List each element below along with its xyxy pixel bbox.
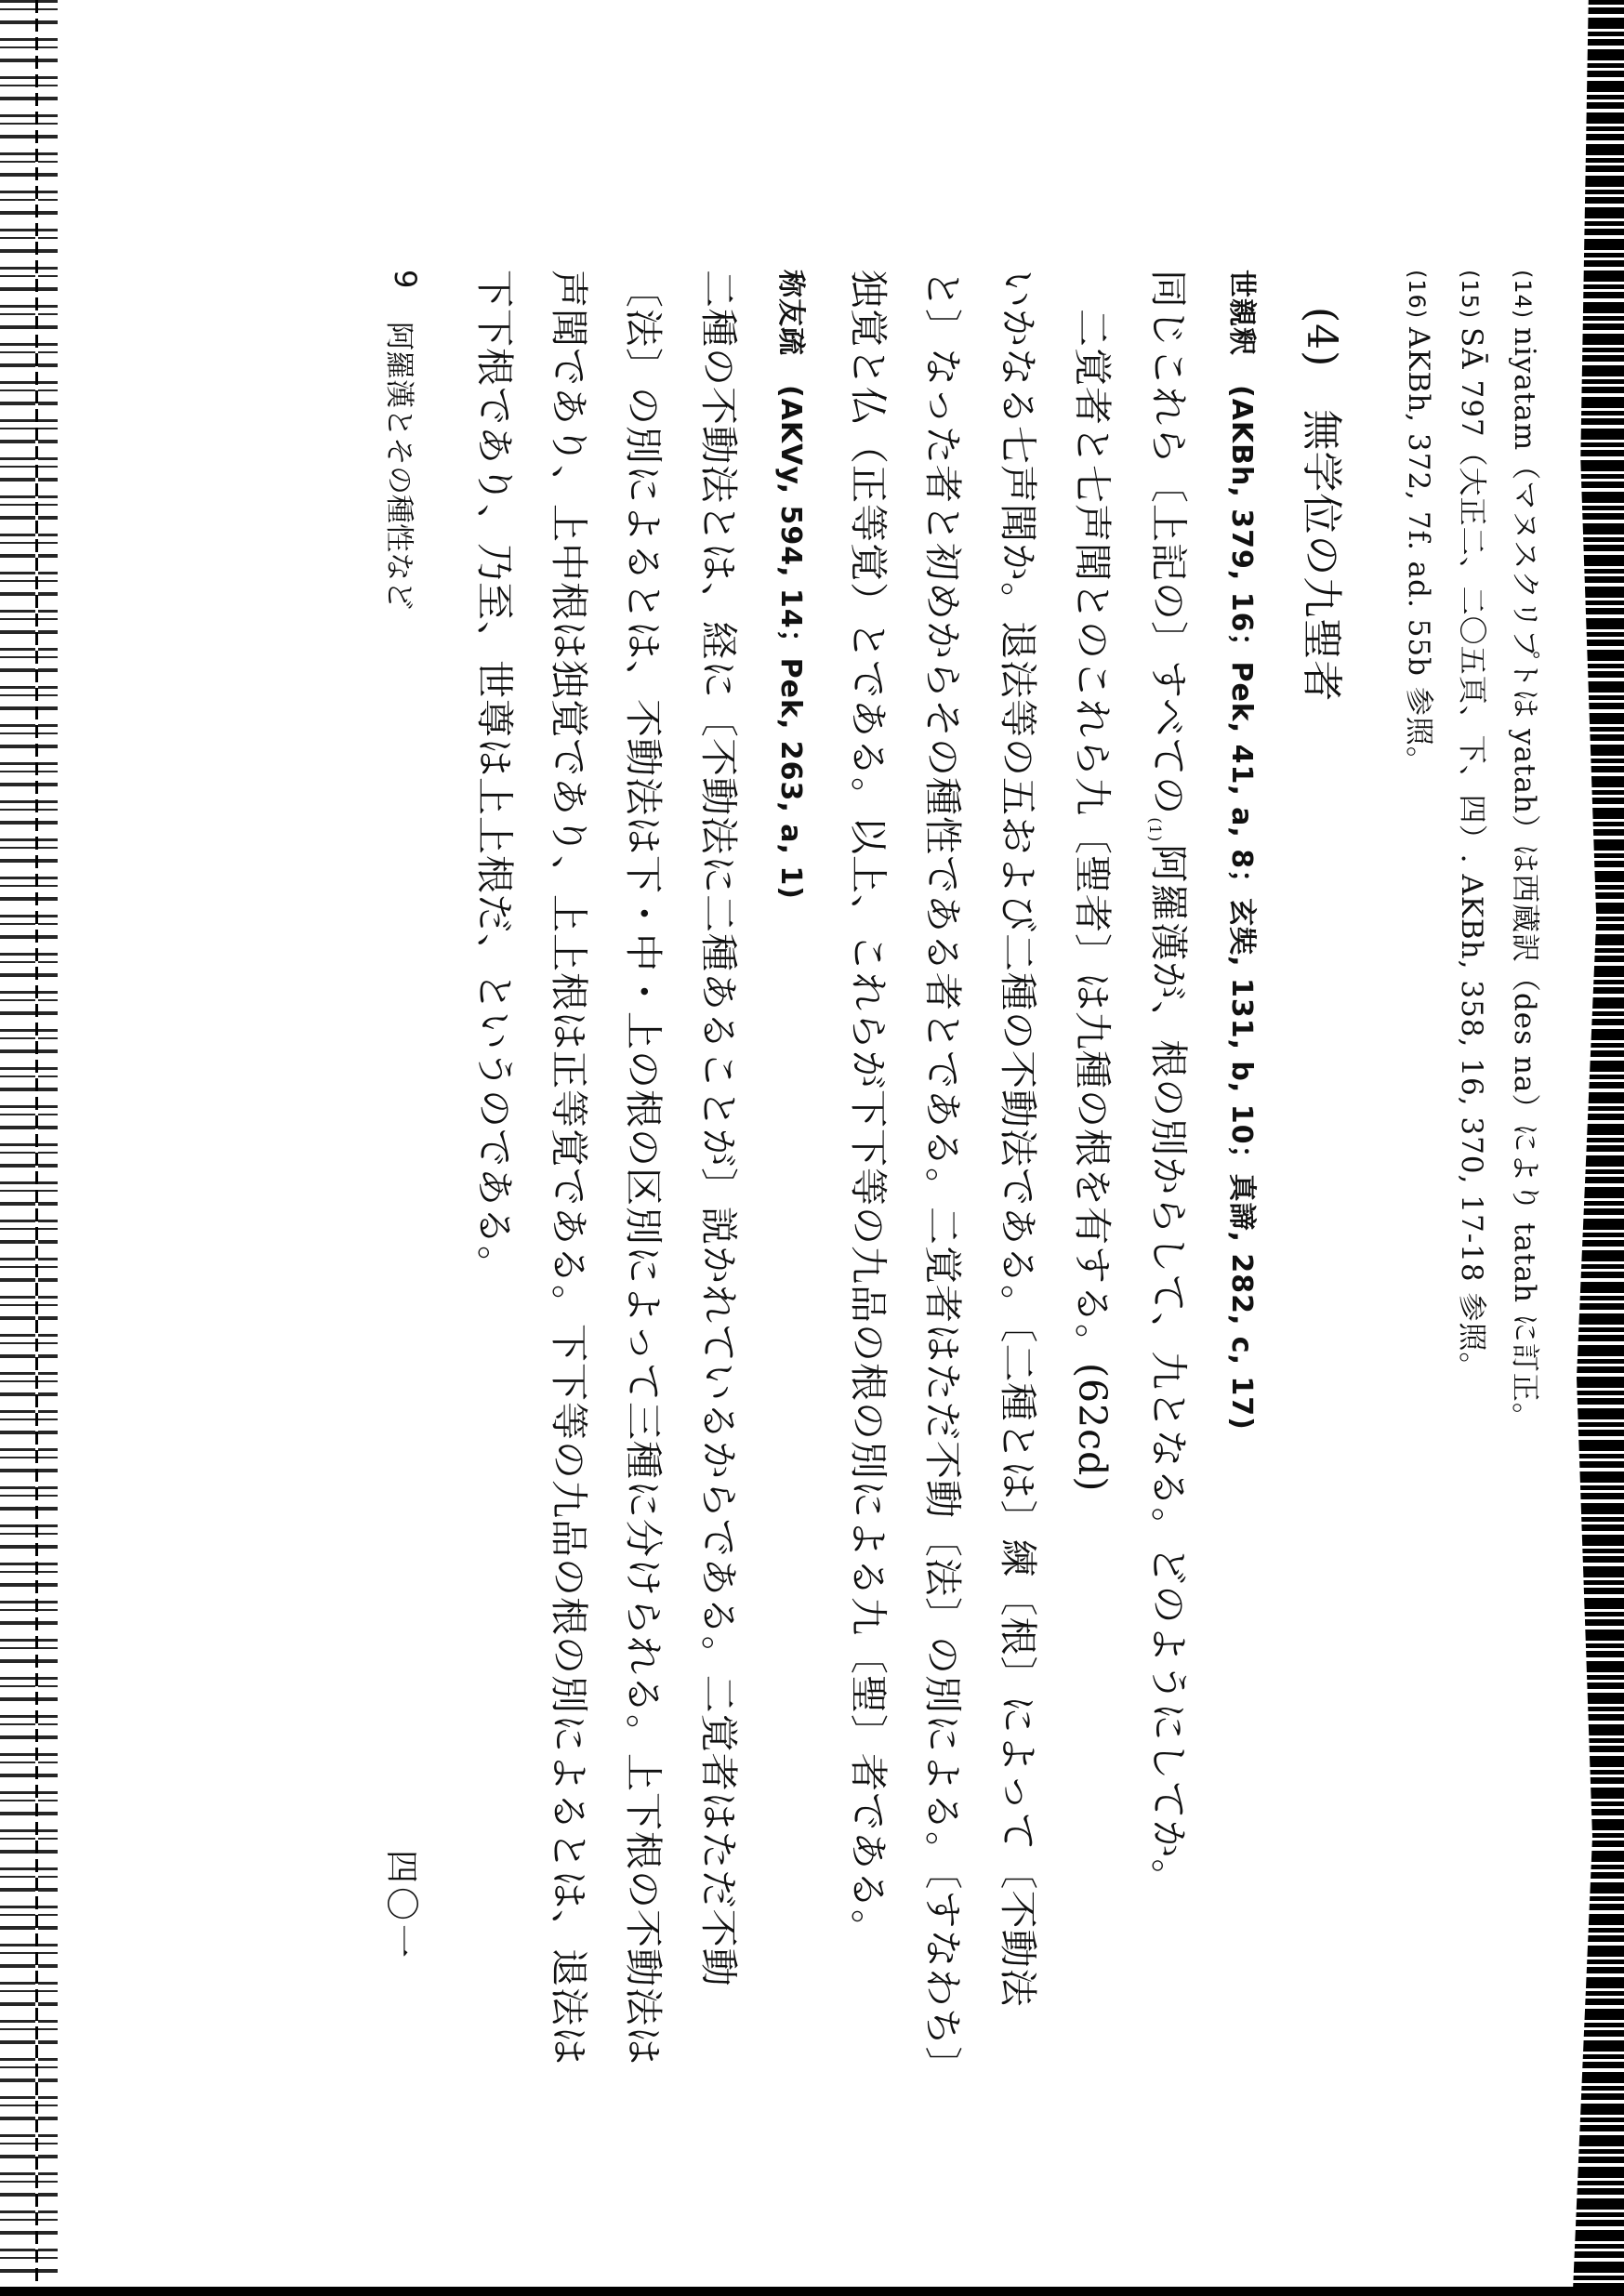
scan-edge-right [1545, 0, 1624, 2296]
footnote-14: (14)niyatam（マヌスクリプトは yatah）は西蔵訳（des na）により tatah に訂正。 [1508, 270, 1541, 1432]
block2-line-2: 〔法〕の別によるとは、不動法は下・中・上の根の区別によって三種に分けられる。上下根の不動法は [621, 270, 666, 2065]
block2-source-label: 称友疏 (AKVy, 594, 14；Pek, 263, a, 1) [774, 270, 807, 900]
block2-line-1: 二種の不動法とは、経に〔不動法に二種あることが〕説かれているからである。二覚者はただ不動 [696, 270, 741, 1987]
scan-edge-bottom [0, 2287, 1624, 2296]
block1-line-4: と〕なった者と初めからその種性である者とである。二覚者はただ不動〔法〕の別による。〔すなわち〕 [920, 270, 965, 2086]
block1-line-1: 同じこれら〔上記の〕すべての$^{(1)}$阿羅漢が、根の別からして、九となる。どのようにしてか。 [1145, 270, 1191, 1898]
section-heading: (4) 無学位の九聖者 [1298, 307, 1345, 703]
rotated-page [181, 270, 1541, 2129]
block2-line-4: 下下根であり、乃至、世尊は上上根だ、というのである。 [472, 270, 517, 1285]
block1-line-5: 独覚と仏（正等覚）とである。以上、これらが下下等の九品の根の別による九〔聖〕者である。 [846, 270, 891, 1948]
footnote-ref-1: (1) [1145, 817, 1164, 843]
block1-source-label: 世親釈 (AKBh, 379, 16；Pek, 41, a, 8；玄奘, 131, b, 10；真諦, 282, c, 17) [1225, 270, 1258, 1431]
scan-edge-left-line [35, 0, 38, 2296]
footnote-15: (15)SĀ 797（大正二、二〇五頁、下、四）. AKBh, 358, 16, 370, 17-18 参照。 [1455, 270, 1488, 1382]
block1-line-2: 二覚者と七声聞とのこれら九〔聖者〕は九種の根を有する。(62cd) [1070, 270, 1115, 1493]
running-head: 阿羅漢とその種性など [382, 322, 416, 610]
chapter-number: 9 [388, 270, 423, 289]
block2-line-3: 声聞であり、上中根は独覚であり、上上根は正等覚である。下下等の九品の根の別によるとは、退法は [547, 270, 591, 2065]
footnote-16: (16)AKBh, 372, 7f. ad. 55b 参照。 [1402, 270, 1435, 776]
page-number: 四〇一 [382, 1850, 420, 1962]
block1-line-3: いかなる七声聞か。退法等の五および二種の不動法である。〔二種とは〕練〔根〕によって〔不動法 [996, 270, 1040, 2008]
scan-edge-left [0, 0, 58, 2296]
